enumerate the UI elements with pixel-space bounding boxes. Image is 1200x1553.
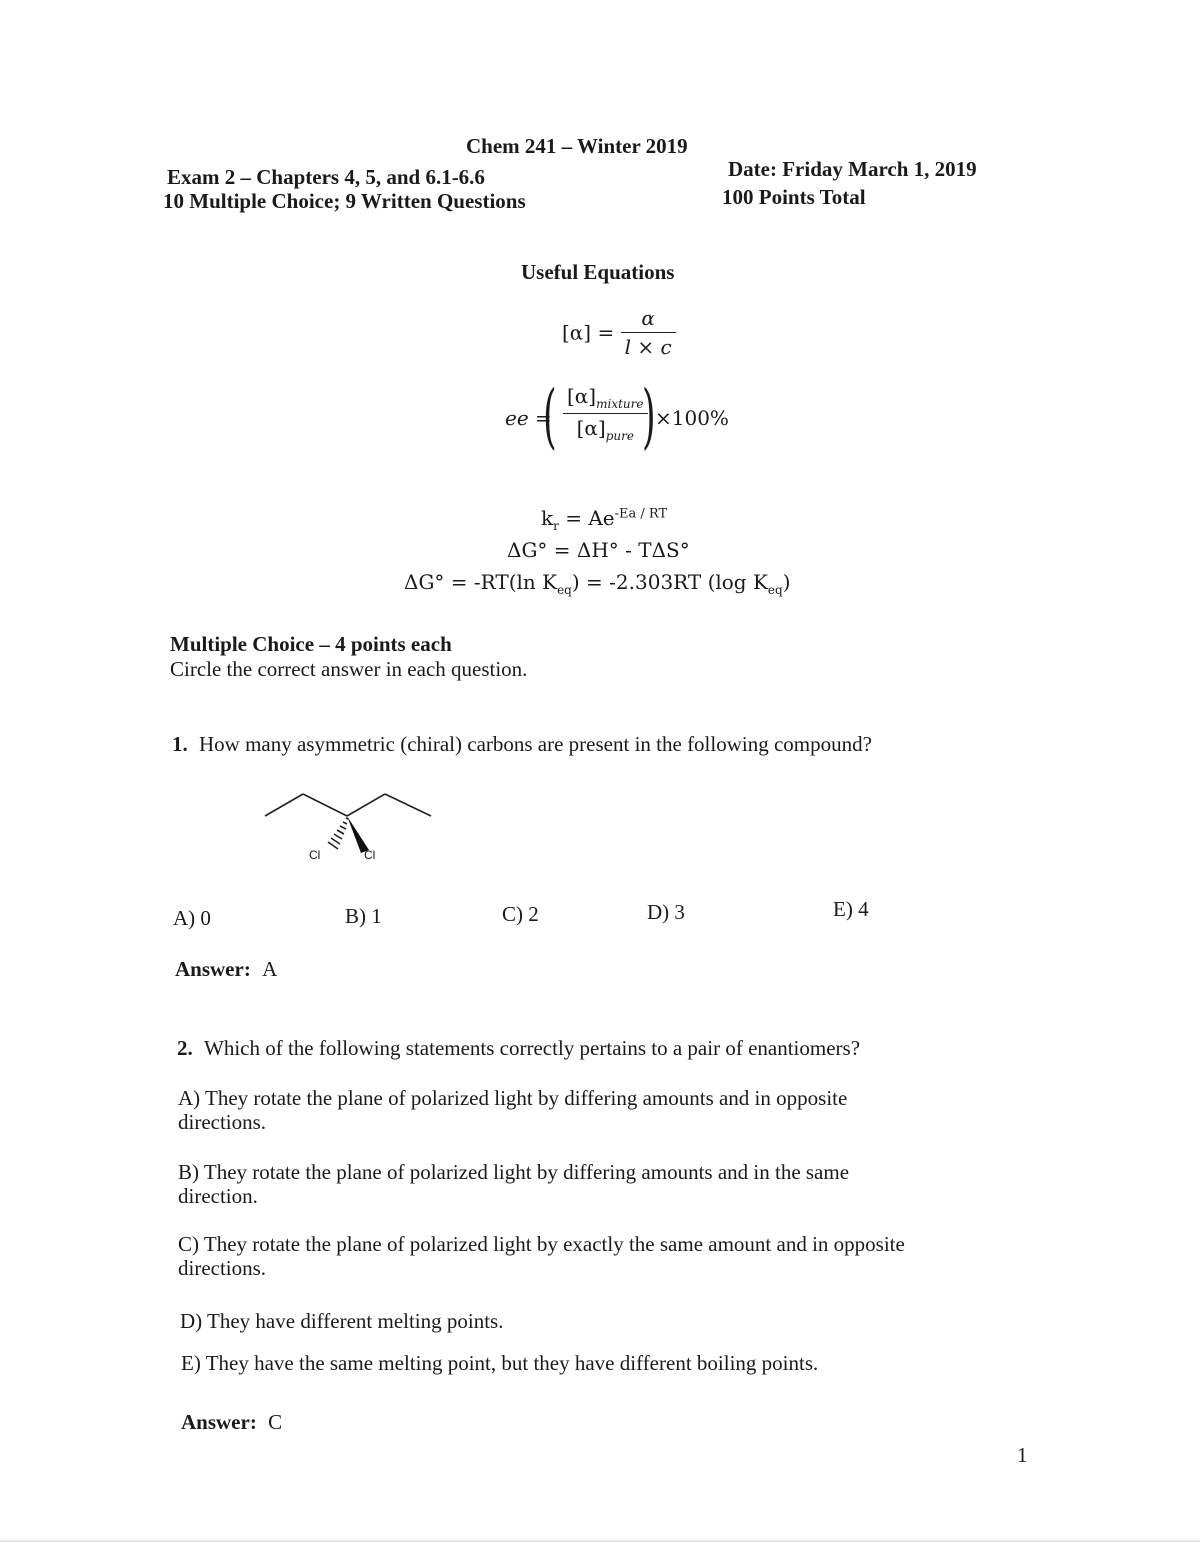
keq-sub2: eq — [767, 583, 783, 597]
q2-option-a[interactable] — [178, 1086, 847, 1134]
arrhenius-equation — [541, 506, 667, 533]
chlorine-left-label: Cl — [309, 848, 321, 862]
q1-option-e[interactable]: E) 4 — [833, 897, 869, 921]
exam-format: 10 Multiple Choice; 9 Written Questions — [163, 189, 526, 213]
q2-answer-label: Answer: — [181, 1410, 257, 1434]
specific-rotation-equation — [562, 306, 676, 359]
bond-left-inner — [303, 794, 347, 816]
ee-denominator-sub: pure — [605, 429, 634, 443]
specific-rotation-lhs: [α] = — [562, 320, 615, 345]
exam-date: Date: Friday March 1, 2019 — [728, 157, 977, 181]
question-2-text: Which of the following statements correctly pertains to a pair of enantiomers? — [204, 1036, 861, 1060]
q1-answer — [175, 957, 277, 982]
keq-part1: ΔG° = -RT(ln K — [404, 570, 558, 594]
q2-option-b[interactable] — [178, 1160, 849, 1208]
scan-artifact-line — [0, 1540, 1200, 1542]
equations-title: Useful Equations — [521, 260, 675, 284]
keq-part3: ) — [782, 570, 791, 594]
q2-answer — [181, 1410, 282, 1435]
q1-option-a[interactable]: A) 0 — [173, 906, 211, 930]
keq-part2: ) = -2.303RT (log K — [571, 570, 768, 594]
page-number: 1 — [1017, 1443, 1028, 1467]
q1-answer-value: A — [262, 957, 278, 981]
q2-option-a-line2: directions. — [178, 1110, 267, 1134]
q2-option-d[interactable]: D) They have different melting points. — [180, 1309, 504, 1333]
arrhenius-lhs: k — [541, 506, 554, 530]
section-instructions: Circle the correct answer in each question. — [170, 657, 528, 681]
q1-option-d[interactable]: D) 3 — [647, 900, 685, 924]
ee-numerator: [α] — [567, 384, 597, 408]
specific-rotation-denominator: l × c — [624, 335, 672, 359]
hashed-wedge-bond — [328, 818, 348, 849]
question-1 — [172, 732, 872, 757]
ee-numerator-sub: mixture — [596, 397, 644, 411]
question-2-number: 2. — [177, 1036, 193, 1060]
ee-fraction — [563, 384, 648, 443]
specific-rotation-fraction — [621, 306, 676, 359]
course-title: Chem 241 – Winter 2019 — [466, 134, 688, 158]
q1-answer-label: Answer: — [175, 957, 251, 981]
keq-equation — [404, 570, 791, 597]
bond-right-inner — [347, 794, 385, 816]
q2-option-c-line2: directions. — [178, 1256, 267, 1280]
q2-answer-value: C — [268, 1410, 283, 1434]
q2-option-b-line2: direction. — [178, 1184, 258, 1208]
ee-left-paren: ( — [543, 375, 557, 457]
molecule-diagram — [255, 780, 445, 870]
exam-title: Exam 2 – Chapters 4, 5, and 6.1-6.6 — [167, 165, 485, 189]
arrhenius-lhs-sub: r — [553, 519, 559, 533]
chlorine-right-label: Cl — [364, 848, 376, 862]
question-1-text: How many asymmetric (chiral) carbons are present in the following compound? — [199, 732, 872, 756]
ee-lhs: ee = — [505, 406, 552, 430]
q2-option-a-line1: A) They rotate the plane of polarized light by differing amounts and in opposite — [178, 1086, 848, 1110]
question-1-number: 1. — [172, 732, 188, 756]
ee-rhs: ×100% — [655, 406, 729, 430]
arrhenius-exponent: -Ea / RT — [614, 506, 668, 522]
bond-right-outer — [385, 794, 431, 816]
q1-option-b[interactable]: B) 1 — [345, 904, 382, 928]
question-2 — [177, 1036, 860, 1061]
ee-denominator: [α] — [576, 416, 606, 440]
q2-option-b-line1: B) They rotate the plane of polarized light by differing amounts and in the same — [178, 1160, 850, 1184]
section-title: Multiple Choice – 4 points each — [170, 632, 452, 656]
keq-sub1: eq — [557, 583, 572, 597]
arrhenius-mid: = Ae — [558, 506, 615, 530]
q1-option-c[interactable]: C) 2 — [502, 902, 539, 926]
specific-rotation-numerator: α — [621, 306, 676, 333]
q2-option-c-line1: C) They rotate the plane of polarized light by exactly the same amount and in opposite — [178, 1232, 905, 1256]
exam-points: 100 Points Total — [722, 185, 866, 209]
q2-option-e[interactable]: E) They have the same melting point, but they have different boiling points. — [181, 1351, 819, 1375]
q2-option-c[interactable] — [178, 1232, 905, 1280]
ee-right-paren: ) — [642, 375, 656, 457]
bond-left-outer — [265, 794, 303, 816]
gibbs-equation: ΔG° = ΔH° - TΔS° — [507, 538, 690, 562]
